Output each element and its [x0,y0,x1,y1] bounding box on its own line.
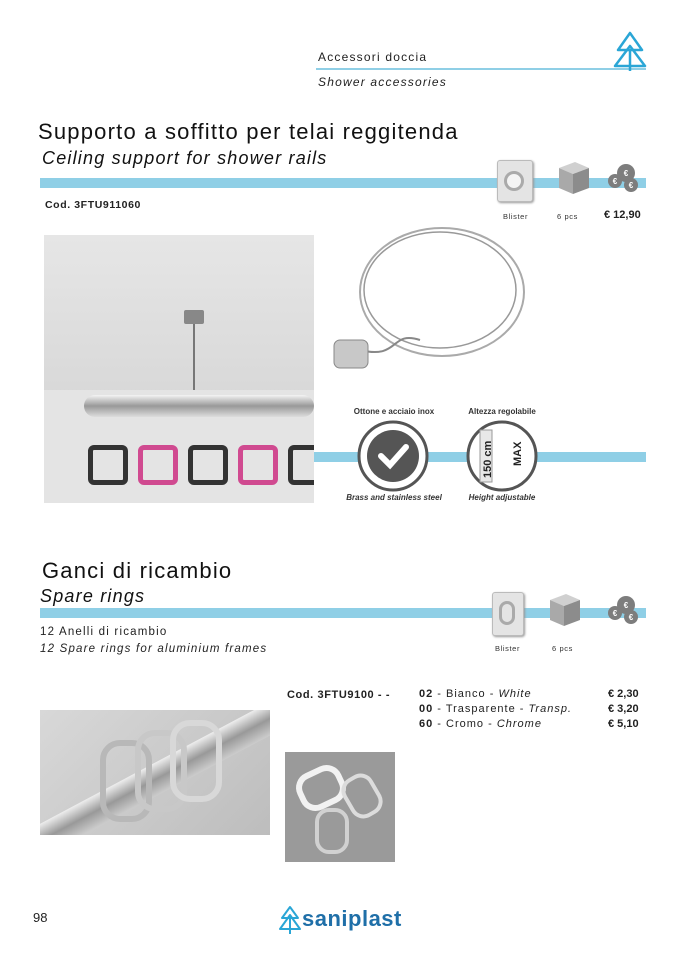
product2-title-en: Spare rings [40,586,146,606]
product1-photo [44,235,314,503]
badge-material-en: Brass and stainless steel [346,493,442,502]
badge-height-max: MAX [512,441,524,466]
box-icon-2 [546,592,582,628]
variant-row: 00 - Trasparente - Transp. [419,703,572,715]
height-badge-icon [466,420,538,492]
product1-title-en: Ceiling support for shower rails [42,148,328,168]
badge-height-it: Altezza regolabile [468,407,536,416]
product2-desc-en: 12 Spare rings for aluminium frames [40,643,268,655]
variant-price: € 2,30 [608,688,639,700]
product1-price: € 12,90 [604,209,641,221]
badge-height-en: Height adjustable [468,493,536,502]
check-badge-icon [357,420,429,492]
variant-price: € 5,10 [608,718,639,730]
product2-photo-variants [285,752,395,862]
product1-code: Cod. 3FTU911060 [45,199,141,211]
variant-row: 02 - Bianco - White [419,688,532,700]
badge-height-value: 150 cm [482,440,494,478]
header-category-en: Shower accessories [318,75,447,89]
product2-title-it: Ganci di ricambio [42,558,233,583]
brand-tree-icon [612,30,648,72]
box-icon [555,160,591,196]
variant-price: € 3,20 [608,703,639,715]
blister-pack-icon [497,160,533,202]
product2-photo-rings [40,710,270,835]
header-category-it: Accessori doccia [318,50,428,64]
blister-label: Blister [503,212,529,221]
blister-pack-icon-2 [492,592,524,636]
pcs-label-2: 6 pcs [552,644,573,653]
brand-name: saniplast [302,906,402,931]
product1-title-it: Supporto a soffitto per telai reggitenda [38,119,459,144]
euro-coins-icon: € € € [608,164,644,196]
pcs-label: 6 pcs [557,212,578,221]
page-number: 98 [33,910,48,925]
euro-coins-icon-2: € € € [608,596,644,628]
product2-code: Cod. 3FTU9100 - - [287,689,391,701]
badge-material-it: Ottone e acciaio inox [353,407,435,416]
product2-desc-it: 12 Anelli di ricambio [40,626,168,638]
product1-cable-image [330,220,530,380]
header-divider [316,68,646,70]
variant-row: 60 - Cromo - Chrome [419,718,542,730]
saniplast-logo-icon [278,905,302,935]
blister-label-2: Blister [495,644,521,653]
